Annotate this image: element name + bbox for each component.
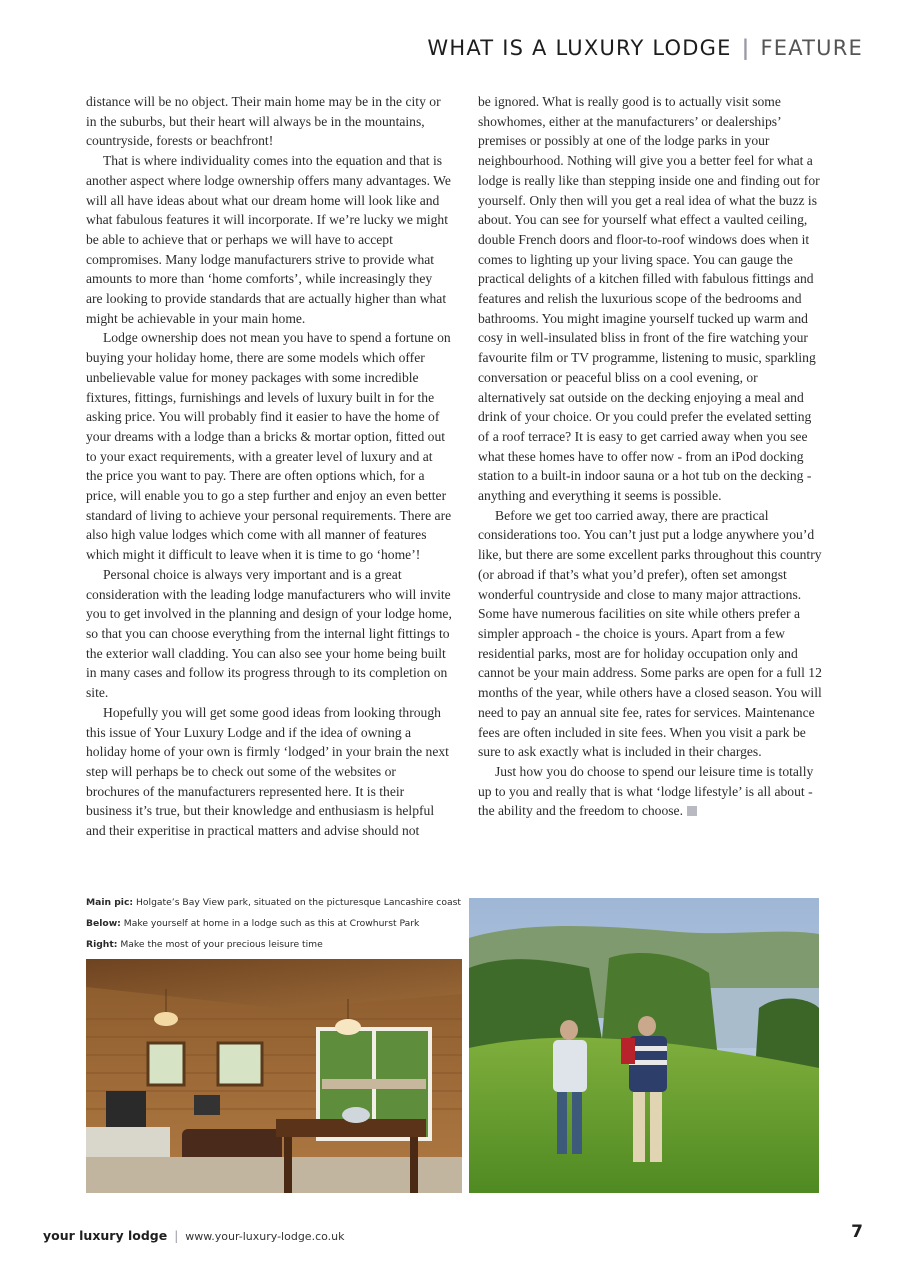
paragraph: Before we get too carried away, there are practical considerations too. You can’t just put a lodge anywhere you’d like, but there are some excellent parks throughout this country (or abroad if that’s what you’d prefer), often set amongst wonderful countryside and close to many major attractions. Some have numerous facilities on site while others prefer a simpler approach - the choice is yours. Apart from a few residential parks, most are for holiday occupation only and cannot be your main address. Some parks are open for a full 12 months of the year, while others have a closed season. You will need to pay an annual site fee, rates for services. Maintenance fees are often included in site fees. When you visit a park be sure to ask exactly what is included in their charges. — [478, 507, 822, 760]
caption-main — [86, 896, 466, 917]
caption-right — [86, 938, 466, 959]
footer-brand: your luxury lodge — [43, 1228, 168, 1243]
paragraph: Lodge ownership does not mean you have to spend a fortune on buying your holiday home, there are some models which offer unbelievable value for money packages with some incredible fixtures, fittings, furnishings and levels of luxury built in for the asking price. You will probably find it easier to have the home of your dreams with a lodge than a bricks & mortar option, fitted out to your exact requirements, with a greater level of luxury and at the price you want to pay. There are often options which, for a price, will enable you to go a step further and enjoy an even better standard of living to achieve your personal requirements. There are also high value lodges which come with all manner of features which might it difficult to leave when it is time to go ‘home’! — [86, 330, 452, 563]
paragraph: Hopefully you will get some good ideas from looking through this issue of Your Luxury Lodge and if the idea of owning a holiday home of your own is firmly ‘lodged’ in your brain the next step will perhaps be to check out some of the websites or brochures of the manufacturers represented here. It is their business it’s true, but their knowledge and enthusiasm is helpful and their experitise in practical matters and advise should not — [86, 704, 449, 839]
article-left-column — [86, 92, 452, 841]
header-title: WHAT IS A LUXURY LODGE — [427, 36, 732, 60]
photo-captions — [86, 896, 466, 959]
paragraph: Personal choice is always very important and is a great consideration with the leading lodge manufacturers who will invite you to get involved in the planning and design of your lodge home, so that you can choose everything from the internal light fittings to the exterior wall cladding. You can also see your home being built in many cases and follow its progress through to its completion on site. — [86, 566, 452, 701]
page-header — [427, 36, 863, 60]
couple-walking-photo — [469, 898, 819, 1193]
end-mark-icon — [687, 806, 697, 816]
header-section: FEATURE — [760, 36, 863, 60]
paragraph: distance will be no object. Their main home may be in the city or in the suburbs, but their heart will always be in the mountains, countryside, forests or beachfront! — [86, 94, 441, 149]
page-footer — [43, 1222, 863, 1244]
article-right-column — [478, 92, 822, 821]
paragraph-text: Just how you do choose to spend our leisure time is totally up to you and really that is what ‘lodge lifestyle’ is all about - the ability and the freedom to choose. — [478, 763, 814, 819]
caption-text: Make the most of your precious leisure time — [117, 939, 323, 950]
caption-text: Make yourself at home in a lodge such as this at Crowhurst Park — [120, 918, 420, 929]
caption-below — [86, 917, 466, 938]
lodge-interior-photo — [86, 959, 462, 1193]
footer-separator: | — [174, 1229, 179, 1243]
caption-label: Main pic: — [86, 897, 134, 908]
footer-url: www.your-luxury-lodge.co.uk — [185, 1230, 345, 1243]
caption-label: Below: — [86, 918, 121, 929]
caption-text: Holgate’s Bay View park, situated on the picturesque Lancashire coast — [133, 897, 461, 908]
final-paragraph — [478, 762, 822, 821]
paragraph: be ignored. What is really good is to actually visit some showhomes, either at the manufacturers’ or dealerships’ premises or possibly at one of the lodge parks in your neighbourhood. Nothing will give you a better feel for what a lodge is really like than stepping inside one and finding out for yourself. Only then will you get a real idea of what the buzz is about. You can see for yourself what effect a vaulted ceiling, double French doors and floor-to-roof windows does when it comes to lighting up your living space. You can gauge the practical delights of a kitchen filled with fabulous fittings and features and relish the luxurious scope of the bedrooms and bathrooms. You might imagine yourself tucked up warm and cosy in well-insulated bliss in front of the fire watching your favourite film or TV programme, listening to music, sparkling conversation or peaceful bliss on a cool evening, or alternatively sat outside on the decking enjoying a meal and drink of your choice. Or you could prefer the evelated setting of a roof terrace? It is easy to get carried away when you see what these homes have to offer now - from an iPod docking station to a built-in indoor sauna or a hot tub on the decking - anything and everything it seems is possible. — [478, 94, 820, 504]
page-number: 7 — [851, 1222, 863, 1242]
paragraph: That is where individuality comes into the equation and that is another aspect where lodge ownership offers many advantages. We will all have ideas about what our dream home will look like and what fabulous features it will incorporate. If we’re lucky we might be able to achieve that or perhaps we will have to accept compromises. Many lodge manufacturers strive to provide what amounts to more than ‘home comforts’, while increasingly they are looking to provide standards that are actually higher than what might be achievable in your main home. — [86, 153, 451, 326]
caption-label: Right: — [86, 939, 118, 950]
header-separator: | — [741, 36, 751, 60]
